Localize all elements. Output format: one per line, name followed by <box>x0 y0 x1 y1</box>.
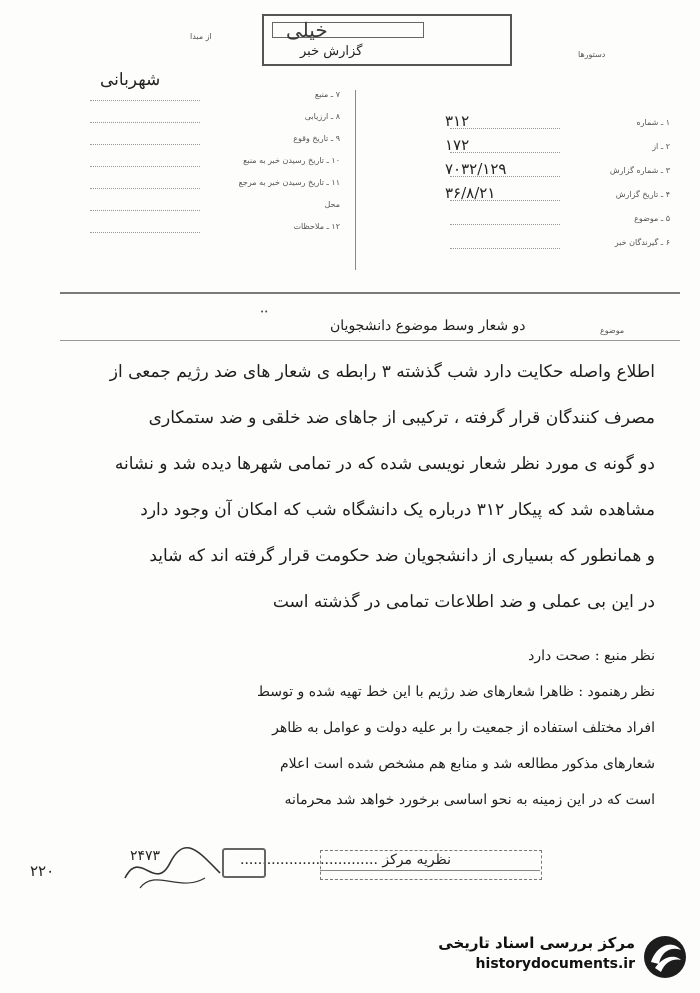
right_fields-label: ۹ ـ تاریخ وقوع <box>293 134 340 143</box>
note-line: نظر رهنمود : ظاهرا شعارهای ضد رژیم با این خط تهیه شده و توسط <box>256 684 655 700</box>
right_fields-dotline <box>90 210 200 211</box>
stamp-title: خیلی <box>286 18 328 42</box>
seal-stamp-underline <box>320 870 540 879</box>
right_fields-dotline <box>90 100 200 101</box>
left_fields-label: ۱ ـ شماره <box>636 118 670 127</box>
right_fields-label: ۱۰ ـ تاریخ رسیدن خبر به منبع <box>243 156 340 165</box>
header-rule <box>60 292 680 294</box>
subject-label: موضوع <box>600 326 625 335</box>
top-right-label: از مبدا <box>190 32 212 41</box>
subject-value: دو شعار وسط موضوع دانشجویان <box>330 318 526 334</box>
left_fields-value: ۳۶/۸/۲۱ <box>445 184 496 202</box>
watermark-url: historydocuments.ir <box>475 956 635 972</box>
top-left-note: دستورها <box>578 50 606 59</box>
stamp-subtitle: گزارش خبر <box>300 44 363 59</box>
note-line: افراد مختلف استفاده از جمعیت را بر علیه دولت و عوامل به ظاهر <box>272 720 655 736</box>
right_fields-label: ۷ ـ منبع <box>314 90 340 99</box>
right_fields-dotline <box>90 144 200 145</box>
column-divider <box>355 90 356 270</box>
signature-scribble <box>120 838 230 898</box>
left_fields-dotline <box>450 224 560 225</box>
archive-watermark <box>418 930 693 986</box>
bottom-number: ۲۴۷۳ <box>130 848 161 864</box>
body-line: در این بی عملی و ضد اطلاعات تمامی در گذشته است <box>272 592 655 612</box>
right_fields-dotline <box>90 166 200 167</box>
body-line: اطلاع واصله حکایت دارد شب گذشته ۳ رابطه ی شعار های ضد رژیم جمعی از <box>109 362 655 382</box>
archive-logo-icon <box>641 932 689 982</box>
subject-marker: •• <box>260 308 269 316</box>
signature-line: نظریه مرکز ............................... <box>240 852 451 868</box>
left_fields-label: ۵ ـ موضوع <box>634 214 670 223</box>
left_fields-value: ۱۷۲ <box>445 136 470 154</box>
right-heading: شهربانی <box>100 70 161 90</box>
right_fields-dotline <box>90 188 200 189</box>
left_fields-label: ۶ ـ گیرندگان خبر <box>614 238 670 247</box>
left_fields-label: ۴ ـ تاریخ گزارش <box>615 190 670 199</box>
subject-rule <box>60 340 680 341</box>
body-line: و همانطور که بسیاری از دانشجویان ضد حکومت قرار گرفته اند که شاید <box>149 546 655 566</box>
left_fields-dotline <box>450 248 560 249</box>
right_fields-label: ۸ ـ ارزیابی <box>304 112 340 121</box>
note-line: است که در این زمینه به نحو اساسی برخورد خواهد شد محرمانه <box>284 792 655 808</box>
body-line: مشاهده شد که پیکار ۳۱۲ درباره یک دانشگاه شب که امکان آن وجود دارد <box>140 500 655 520</box>
right_fields-dotline <box>90 122 200 123</box>
right_fields-dotline <box>90 232 200 233</box>
left_fields-value: ۷۰۳۲/۱۲۹ <box>445 160 507 178</box>
watermark-title: مرکز بررسی اسناد تاریخی <box>438 934 635 952</box>
left_fields-value: ۳۱۲ <box>445 112 470 130</box>
body-line: مصرف کنندگان قرار گرفته ، ترکیبی از جاهای ضد خلقی و ضد ستمکاری <box>148 408 655 428</box>
note-line: شعارهای مذکور مطالعه شد و منابع هم مشخص شده است اعلام <box>280 756 655 772</box>
note-line: نظر منبع : صحت دارد <box>528 648 655 664</box>
left_fields-label: ۳ ـ شماره گزارش <box>609 166 670 175</box>
side-number: ۲۲۰ <box>30 862 55 880</box>
right_fields-label: ۱۲ ـ ملاحظات <box>293 222 340 231</box>
right_fields-label: ۱۱ ـ تاریخ رسیدن خبر به مرجع <box>238 178 340 187</box>
right_fields-label: محل <box>324 200 340 209</box>
left_fields-label: ۲ ـ از <box>652 142 670 151</box>
body-line: دو گونه ی مورد نظر شعار نویسی شده که در تمامی شهرها دیده شد و نشانه <box>114 454 655 474</box>
